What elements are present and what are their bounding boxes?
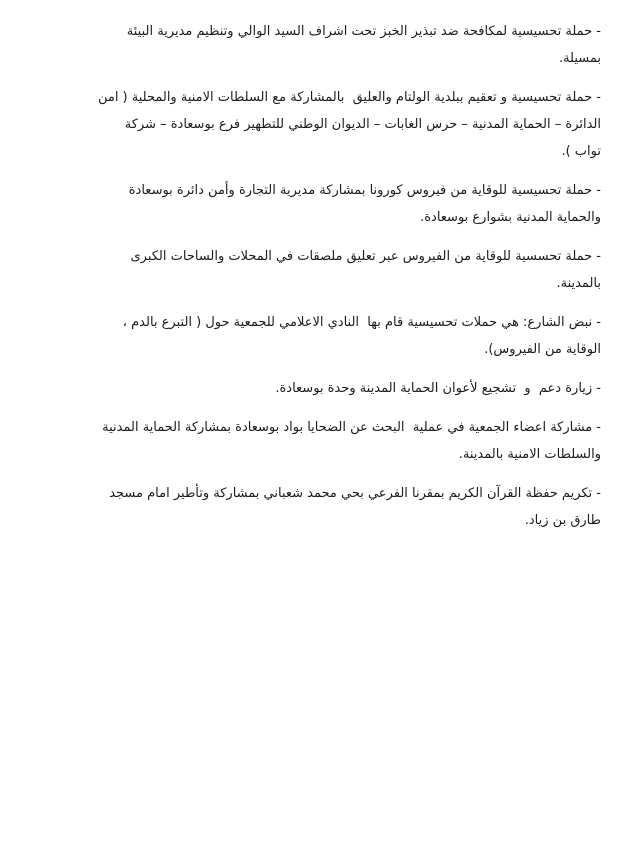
bullet-item-7 <box>8 414 601 468</box>
bullet-item-2 <box>8 84 601 165</box>
bullet-line: الوقاية من الفيروس). <box>484 342 601 357</box>
bullet-line: - مشاركة اعضاء الجمعية في عملية البحث عن الضحايا بواد بوسعادة بمشاركة الحماية المدنية <box>102 420 601 435</box>
bullet-item-5 <box>8 309 601 363</box>
bullet-item-8 <box>8 480 601 534</box>
bullet-line: طارق بن زياد. <box>524 513 601 528</box>
bullet-line: بمسيلة. <box>558 51 601 66</box>
bullet-line: - حملة تحسيسية للوقاية من فيروس كورونا بمشاركة مديرية التجارة وأمن دائرة بوسعادة <box>128 183 601 198</box>
bullet-line: والحماية المدنية بشوارع بوسعادة. <box>420 210 601 225</box>
bullet-item-4 <box>8 243 601 297</box>
bullet-item-6 <box>8 375 601 402</box>
bullet-line: - نبض الشارع: هي حملات تحسيسية قام بها النادي الاعلامي للجمعية حول ( التبرع بالدم ، <box>122 315 601 330</box>
bullet-line: - تكريم حفظة القرآن الكريم بمقرنا الفرعي بحي محمد شعباني بمشاركة وتأطير امام مسجد <box>109 486 601 501</box>
bullet-line: - حملة تحسسية للوقاية من الفيروس عبر تعليق ملصقات في المحلات والساحات الكبرى <box>130 249 601 264</box>
bullet-line: - حملة تحسيسية لمكافحة ضد تبذير الخبز تحت اشراف السيد الوالي وتنظيم مديرية البيئة <box>126 24 601 39</box>
bullet-line: - حملة تحسيسية و تعقيم ببلدية الولتام والعليق بالمشاركة مع السلطات الامنية والمحلية ( امن <box>97 90 601 105</box>
bullet-line: الدائرة – الحماية المدنية – حرس الغابات – الديوان الوطني للتطهير فرع بوسعادة – شركة <box>124 117 601 132</box>
bullet-line: والسلطات الامنية بالمدينة. <box>458 447 601 462</box>
bullet-line: - زيارة دعم و تشجيع لأعوان الحماية المدينة وحدة بوسعادة. <box>275 381 601 396</box>
bullet-line: تواب ). <box>561 144 601 159</box>
bullet-line: بالمدينة. <box>556 276 601 291</box>
bullet-item-3 <box>8 177 601 231</box>
bullet-item-1 <box>8 18 601 72</box>
